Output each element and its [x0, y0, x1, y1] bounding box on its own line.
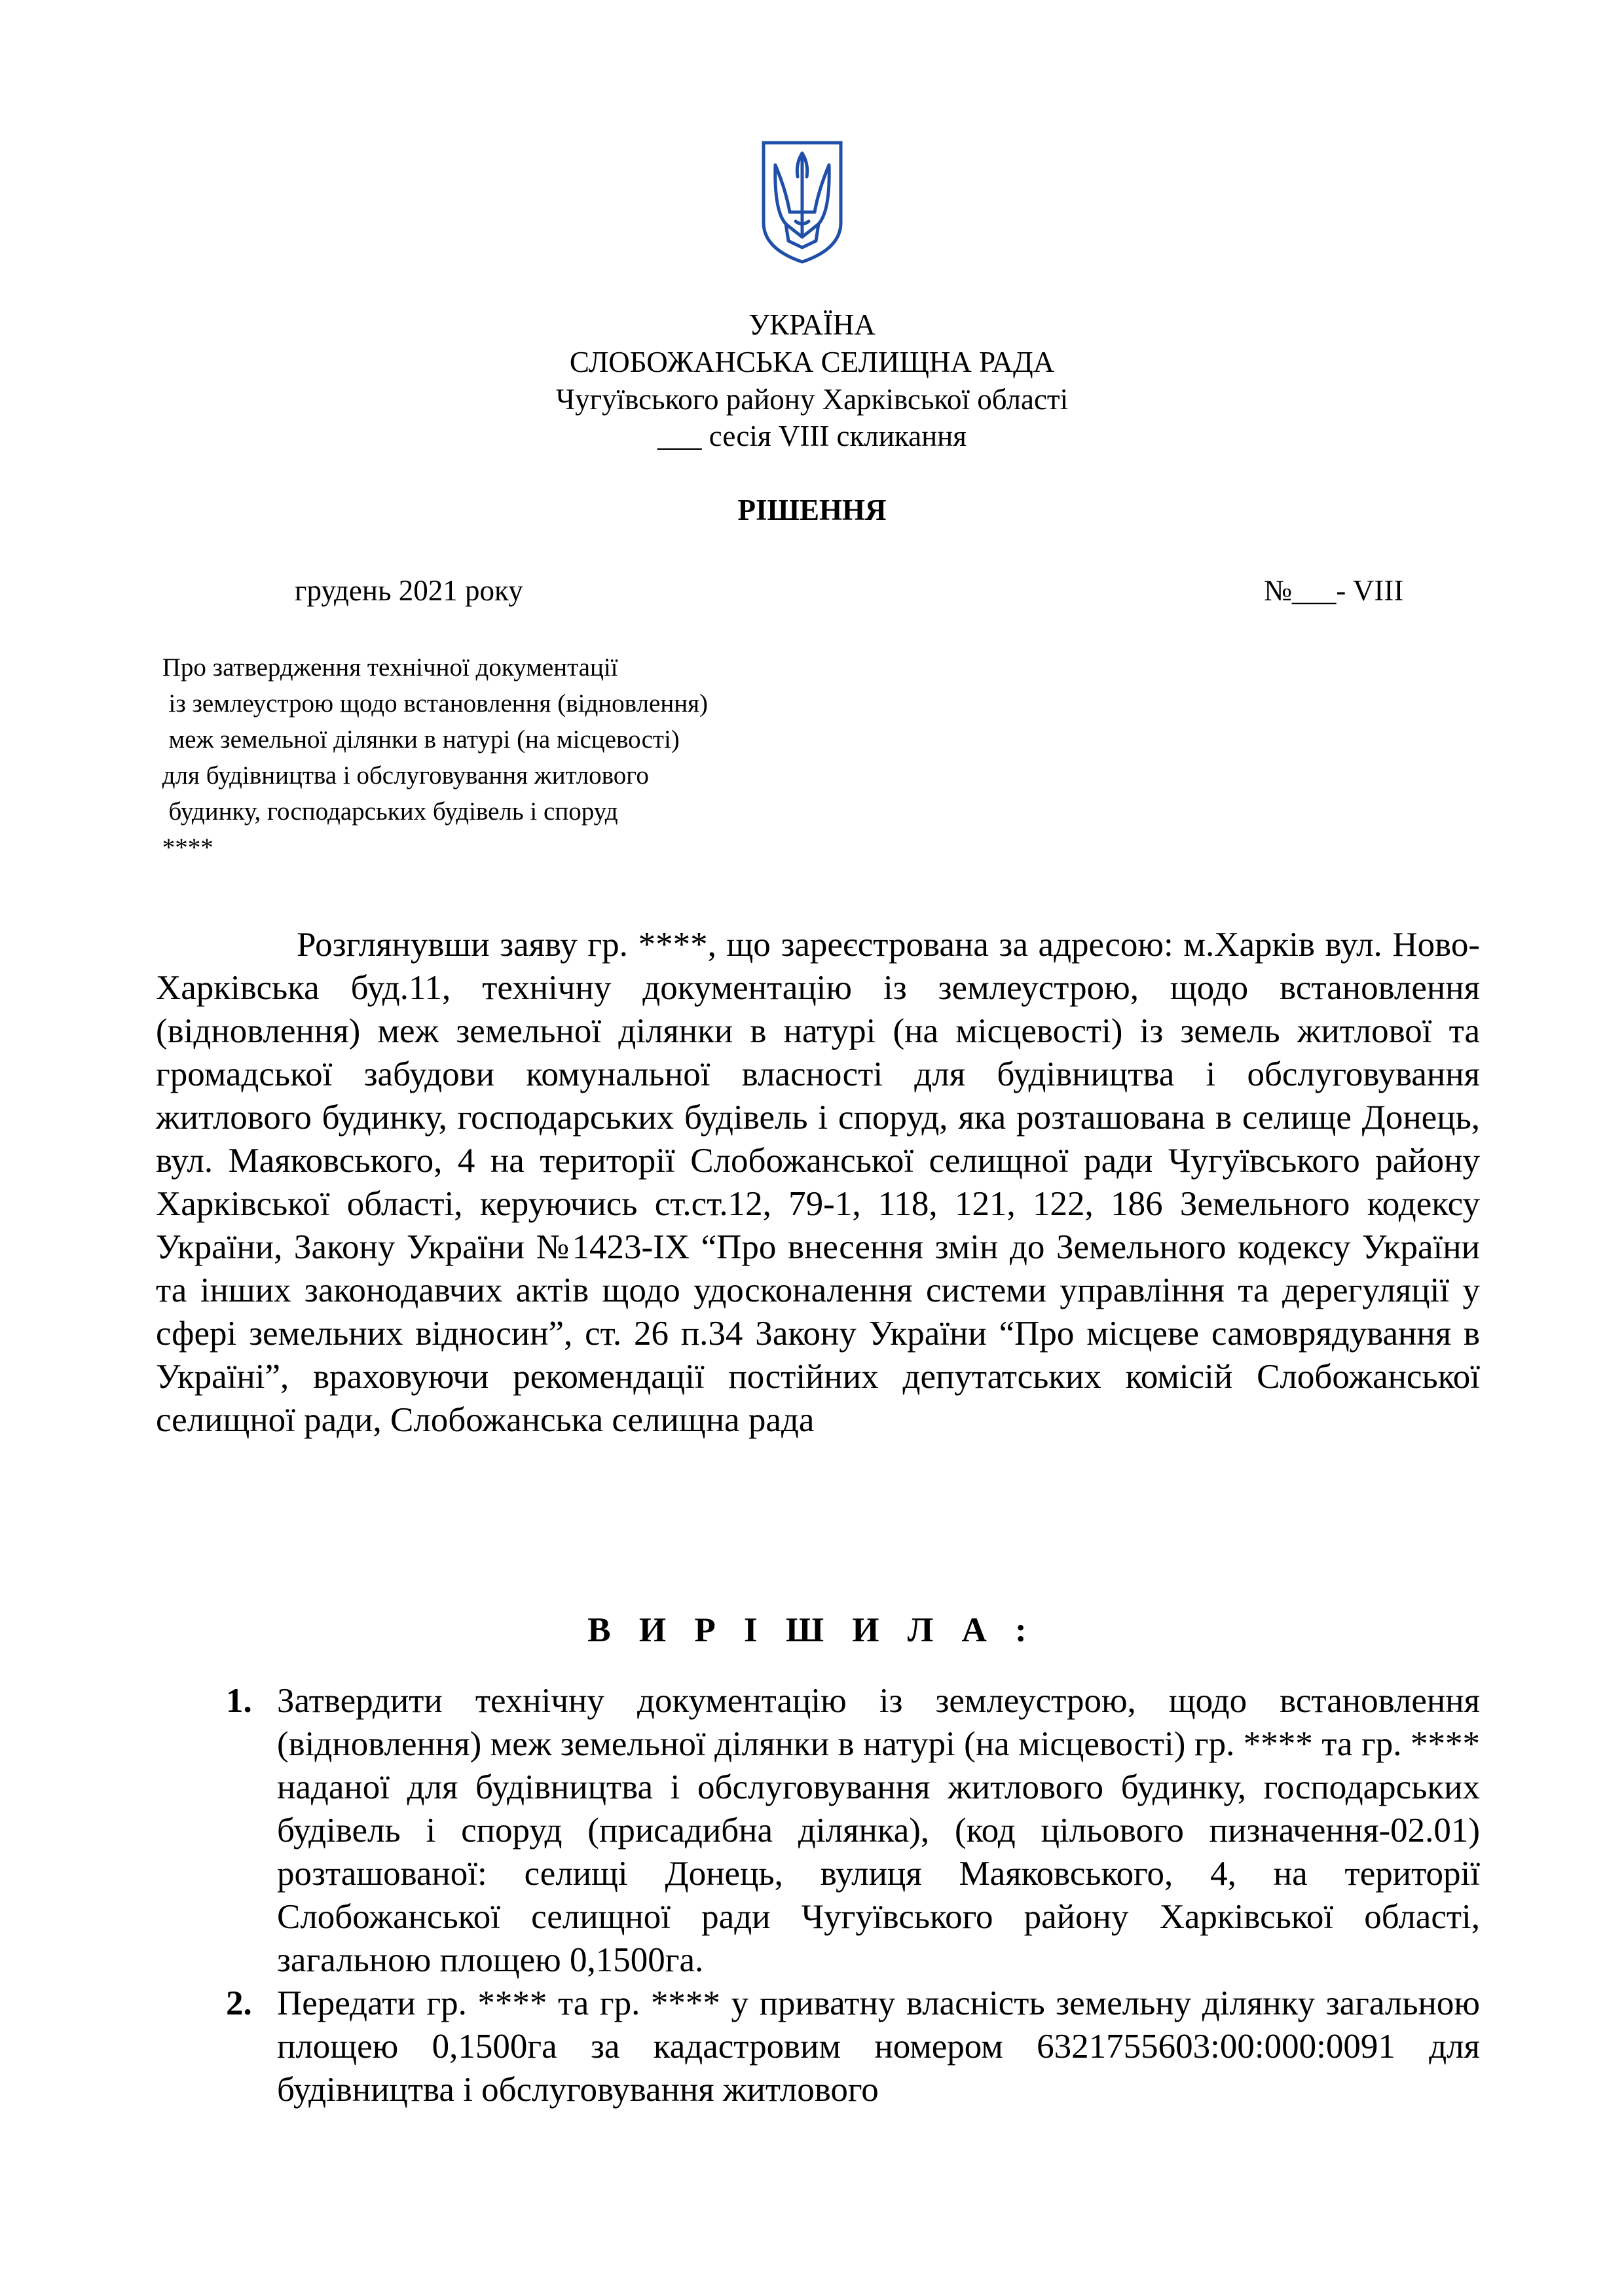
decision-items [226, 1679, 1480, 2111]
decision-item [226, 1679, 1480, 1982]
item-number: 1. [226, 1682, 252, 1720]
item-text: Затвердити технічну документацію із землеустрою, щодо встановлення (відновлення) меж земельної ділянки в натурі (на місцевості) гр. **** та гр. **** наданої для будівництва і обслуговування житлового будинку, господарських будівель і споруд (присадибна ділянка), (код цільового пизначення-02.01) розташованої: селищі Донець, вулиця Маяковського, 4, на території Слобожанської селищної ради Чугуївського району Харківської області, загальною площею 0,1500га. [277, 1682, 1480, 1979]
council-name: СЛОБОЖАНСЬКА СЕЛИЩНА РАДА [569, 346, 1055, 378]
district-name: Чугуївського району Харківської області [555, 383, 1069, 416]
ukraine-coat-of-arms-icon [760, 139, 845, 264]
decision-heading: В И Р І Ш И Л А : [587, 1611, 1037, 1649]
decision-subject: Про затвердження технічної документації із землеустрою щодо встановлення (відновлення) меж земельної ділянки в натурі (на місцевості) для будівництва і обслуговування житлового будинку, господарських будівель і споруд **** [162, 653, 708, 862]
document-title: РІШЕННЯ [737, 494, 887, 526]
preamble [156, 923, 1480, 1442]
decision-number: №___- VIII [1264, 574, 1404, 607]
decision-item [226, 1982, 1480, 2111]
country-name: УКРАЇНА [748, 308, 876, 341]
session-line: ___ сесія VIII скликання [657, 420, 967, 452]
decision-date: грудень 2021 року [295, 574, 523, 607]
item-number: 2. [226, 1984, 252, 2022]
item-text: Передати гр. **** та гр. **** у приватну власність земельну ділянку загальною площею 0,1500га за кадастровим номером 6321755603:00:000:0091 для будівництва і обслуговування житлового [277, 1984, 1480, 2109]
preamble-text: Розглянувши заяву гр. ****, що зареєстрована за адресою: м.Харків вул. Ново-Харківська буд.11, технічну документацію із землеустрою, щодо встановлення (відновлення) меж земельної ділянки в натурі (на місцевості) із земель житлової та громадської забудови комунальної власності для будівництва і обслуговування житлового будинку, господарських будівель і споруд, яка розташована в селище Донець, вул. Маяковського, 4 на території Слобожанської селищної ради Чугуївського району Харківської області, керуючись ст.ст.12, 79-1, 118, 121, 122, 186 Земельного кодексу України, Закону України №1423-IX “Про внесення змін до Земельного кодексу України та інших законодавчих актів щодо удосконалення системи управління та дерегуляції у сфері земельних відносин”, ст. 26 п.34 Закону України “Про місцеве самоврядування в Україні”, враховуючи рекомендації постійних депутатських комісій Слобожанської селищної ради, Слобожанська селищна рада [156, 926, 1480, 1439]
